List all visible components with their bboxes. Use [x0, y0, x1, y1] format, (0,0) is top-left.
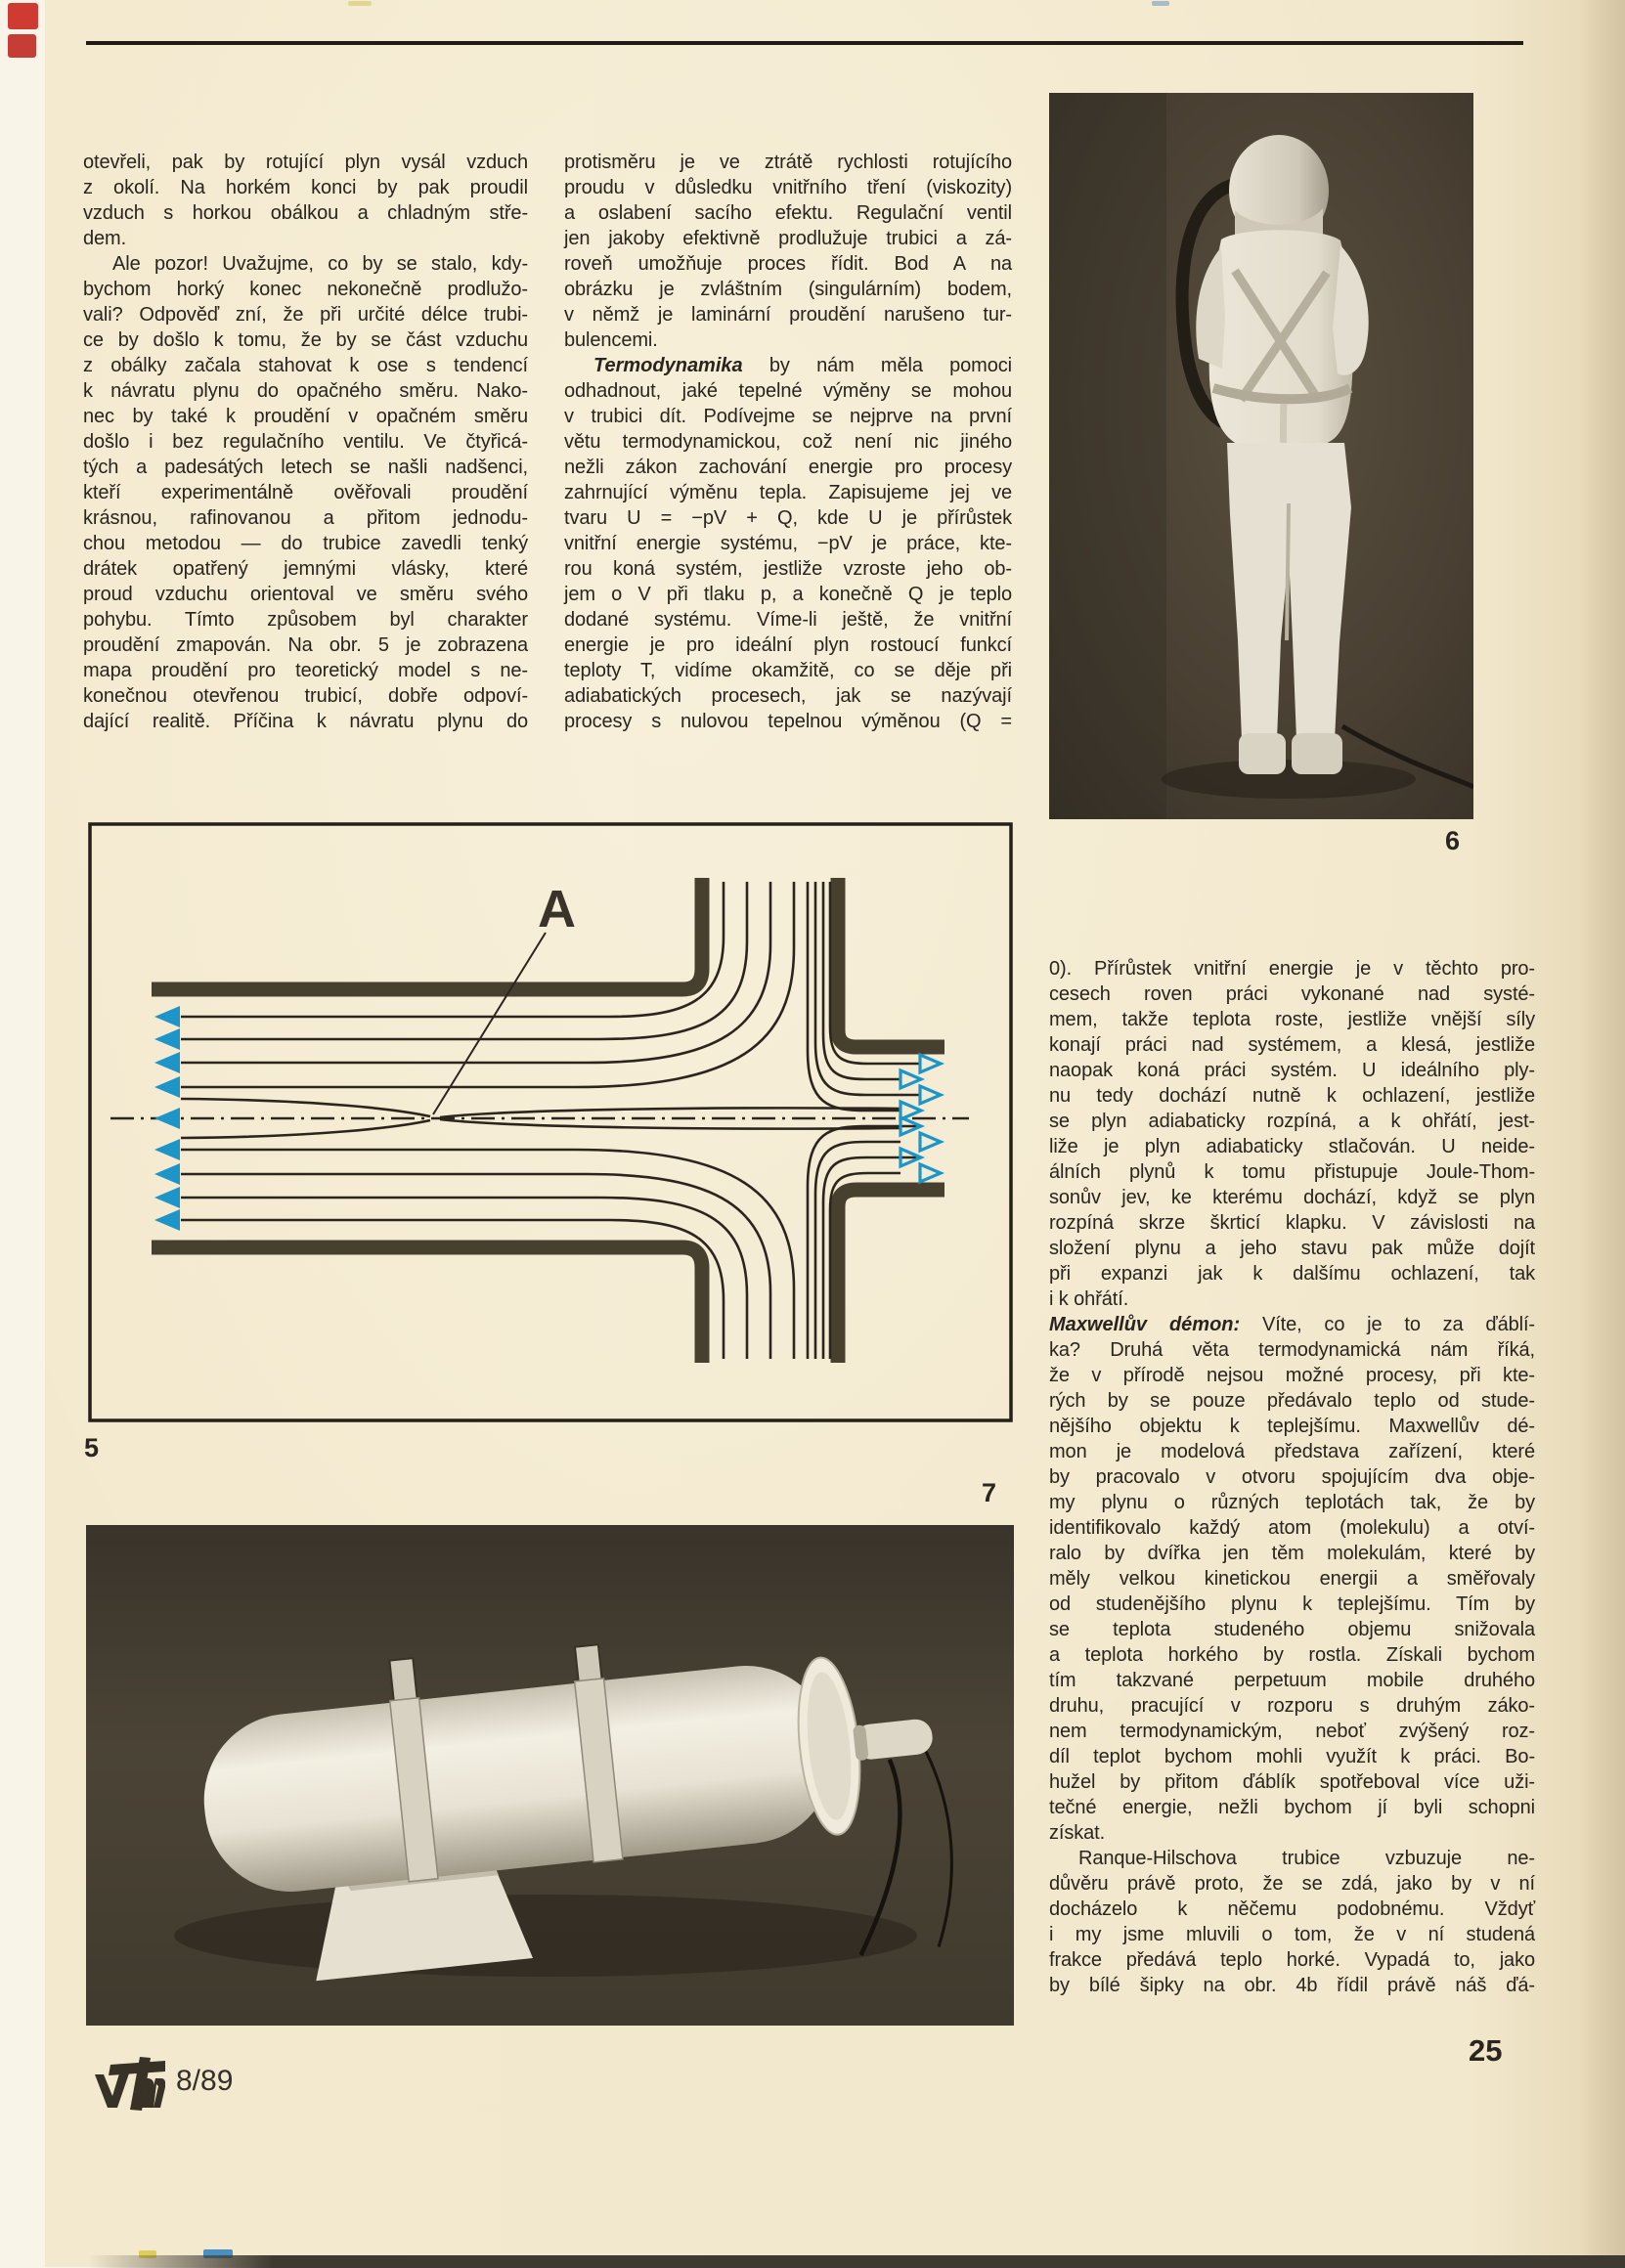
text-line: získat. — [1049, 1822, 1106, 1844]
text-line: liže je plyn adiabaticky stlačován. U neide- — [1049, 1136, 1535, 1157]
text-line: zahrnující výměnu tepla. Zapisujeme jej ve — [564, 482, 1012, 503]
text-line: větu termodynamickou, což není nic jiného — [564, 431, 1012, 453]
text-line: vali? Odpověď zní, že při určité délce trubi- — [83, 304, 528, 326]
text-line: pohybu. Tímto způsobem byl charakter — [83, 609, 528, 631]
text-line: protisměru je ve ztrátě rychlosti rotujícího — [564, 152, 1012, 173]
caption-figure-6: 6 — [1445, 826, 1461, 855]
text-line: cesech roven práci vykonané nad systé- — [1049, 983, 1535, 1005]
text-line: álních plynů k tomu přistupuje Joule-Thom- — [1049, 1161, 1535, 1183]
text-line: ce by došlo k tomu, že by se část vzduchu — [83, 329, 528, 351]
text-line: rozpíná skrze škrticí klapku. V závislosti na — [1049, 1212, 1535, 1234]
scan-speck-top-yellow — [348, 1, 372, 6]
text-line: proudu v důsledku vnitřního tření (viskozity) — [564, 177, 1012, 198]
text-line: v trubici dít. Podívejme se nejprve na první — [564, 406, 1012, 427]
text-line: obrázku je zvláštním (singulárním) bodem, — [564, 279, 1012, 300]
tube-wall-bottom-left — [152, 1247, 702, 1363]
person-boot-right — [1292, 733, 1342, 774]
photo-6-protective-suit — [1049, 93, 1473, 819]
column-1 — [83, 150, 528, 734]
text-line: v němž je laminární proudění narušeno tur- — [564, 304, 1012, 326]
text-line: dodané systému. Víme-li ještě, že vnitřní — [564, 609, 1012, 631]
text-line: ralo by dvířka jen těm molekulám, které by — [1049, 1543, 1535, 1564]
text-line: jen jakoby efektivně prodlužuje trubici a zá- — [564, 228, 1012, 249]
text-line: z okolí. Na horkém konci by pak proudil — [83, 177, 528, 198]
page-curl-shadow — [1580, 0, 1625, 2267]
tube-wall-bottom-right — [838, 1190, 944, 1363]
text-line: Ale pozor! Uvažujme, co by se stalo, kdy- — [112, 253, 528, 275]
registration-mark-red-1 — [8, 3, 38, 29]
top-rule — [86, 41, 1523, 45]
text-line: vnitřní energie systému, −pV je práce, kte- — [564, 533, 1012, 554]
text-line: by bílé šipky na obr. 4b řídil právě náš ďá- — [1049, 1975, 1535, 1996]
tube-walls — [152, 878, 944, 1363]
photo-6-art — [1049, 93, 1473, 819]
photo-7-art — [86, 1525, 1014, 2026]
text-line: energie je pro ideální plyn rostoucí funkcí — [564, 634, 1012, 656]
column-3 — [1049, 956, 1535, 1998]
text-line: jem o V při tlaku p, a konečně Q je teplo — [564, 584, 1012, 605]
point-a-label: A — [538, 880, 576, 938]
text-line: od studenějšího plynu k teplejšímu. Tím by — [1049, 1593, 1535, 1615]
caption-figure-5: 5 — [84, 1433, 100, 1462]
text-line: mon je modelová představa zařízení, které — [1049, 1441, 1535, 1462]
inflow-left-arrowheads — [154, 1006, 180, 1231]
text-line: tím takzvané perpetuum mobile druhého — [1049, 1670, 1535, 1691]
text-line: a oslabení sacího efektu. Regulační ventil — [564, 202, 1012, 224]
text-line: proud vzduchu orientoval ve směru svého — [83, 584, 528, 605]
text-line: důvěru právě proto, že se zdá, jako by v ní — [1049, 1873, 1535, 1895]
text-line: nějšího objektu k teplejšímu. Maxwellův dé- — [1049, 1416, 1535, 1437]
text-line: sonův jev, ke kterému dochází, když se plyn — [1049, 1187, 1535, 1208]
text-line: docházelo k něčemu podobnému. Vždyť — [1049, 1898, 1535, 1920]
text-line: roveň umožňuje proces řídit. Bod A na — [564, 253, 1012, 275]
text-line: kteří experimentálně ověřovali proudění — [83, 482, 528, 503]
caption-figure-7: 7 — [982, 1478, 997, 1507]
text-line: identifikovalo každý atom (molekulu) a otví- — [1049, 1517, 1535, 1539]
text-line: bulencemi. — [564, 329, 658, 351]
column-2 — [564, 150, 1012, 734]
text-line: došlo i bez regulačního ventilu. Ve čtyřicá- — [83, 431, 528, 453]
text-line: z obálky začala stahovat k ose s tendencí — [83, 355, 528, 376]
text-line: 0). Přírůstek vnitřní energie je v těchto pro- — [1049, 958, 1535, 980]
text-line: druhu, pracující v rozporu s druhým záko- — [1049, 1695, 1535, 1717]
person-shadow — [1162, 760, 1416, 799]
photo-7-vortex-tube — [86, 1525, 1014, 2026]
text-line: procesy s nulovou tepelnou výměnou (Q = — [564, 711, 1012, 732]
text-line: dem. — [83, 228, 127, 249]
text-line: Termodynamika by nám měla pomoci — [593, 355, 1012, 376]
device-shadow — [174, 1895, 917, 1977]
streamlines — [181, 882, 920, 1359]
text-line: nu tedy dochází nutně k ochlazení, jestliže — [1049, 1085, 1535, 1107]
scan-speck-top-blue — [1152, 1, 1169, 6]
text-line: mapa proudění pro teoretický model s ne- — [83, 660, 528, 681]
text-line: odhadnout, jaké tepelné výměny se mohou — [564, 380, 1012, 402]
text-line: nem termodynamickým, neboť zvýšený roz- — [1049, 1721, 1535, 1742]
text-line: díl teplot bychom mohli využít k práci. Bo- — [1049, 1746, 1535, 1767]
text-line: Maxwellův démon: Víte, co je to za ďáblí- — [1049, 1314, 1535, 1335]
text-line: dající realitě. Příčina k návratu plynu do — [83, 711, 528, 732]
text-line: tvaru U = −pV + Q, kde U je přírůstek — [564, 507, 1012, 529]
registration-mark-red-2 — [8, 34, 36, 58]
text-line: a teplota horkého by rostla. Získali bychom — [1049, 1644, 1535, 1666]
vtm-logo — [93, 2049, 165, 2112]
text-line: drátek opatřený jemnými vlásky, které — [83, 558, 528, 580]
text-line: naopak koná práci systém. U ideálního ply- — [1049, 1060, 1535, 1081]
text-line: my plynu o různých teplotách tak, že by — [1049, 1492, 1535, 1513]
text-line: se plyn adiabaticky rozpíná, a k ohřátí, jest- — [1049, 1111, 1535, 1132]
tube-wall-top-right — [838, 878, 944, 1047]
text-line: frakce předává teplo horké. Vypadá to, jako — [1049, 1949, 1535, 1971]
text-line: složení plynu a jeho stavu pak může dojít — [1049, 1238, 1535, 1259]
text-line: i my jsme mluvili o tom, že v ní studená — [1049, 1924, 1535, 1945]
text-line: hužel by přitom ďáblík spotřeboval více uži- — [1049, 1771, 1535, 1793]
text-line: k návratu plynu do opačného směru. Nako- — [83, 380, 528, 402]
photo-6-left-shadow — [1049, 93, 1166, 819]
text-line: Ranque-Hilschova trubice vzbuzuje ne- — [1078, 1848, 1535, 1869]
logo-bar — [109, 2061, 165, 2075]
page-number: 25 — [1469, 2033, 1503, 2068]
text-line: konečnou otevřenou trubicí, dobře odpoví- — [83, 685, 528, 707]
text-line: mem, takže teplota roste, jestliže vnější síly — [1049, 1009, 1535, 1030]
tube-wall-top-left — [152, 878, 702, 989]
text-line: chou metodou — do trubice zavedli tenký — [83, 533, 528, 554]
leg-seam — [1287, 503, 1289, 640]
text-line: nežli zákon zachování energie pro procesy — [564, 457, 1012, 478]
text-line: že v přírodě nejsou možné procesy, při kte- — [1049, 1365, 1535, 1386]
text-line: rou koná systém, jestliže vzroste jeho ob- — [564, 558, 1012, 580]
figure-5-flow-diagram — [86, 819, 1014, 1425]
text-line: otevřeli, pak by rotující plyn vysál vzduch — [83, 152, 528, 173]
text-line: se teplota studeného objemu snižovala — [1049, 1619, 1535, 1640]
text-line: nec by také k proudění v opačném směru — [83, 406, 528, 427]
text-line: proudění zmapován. Na obr. 5 je zobrazena — [83, 634, 528, 656]
text-line: tečné energie, nežli bychom jí byli schopni — [1049, 1797, 1535, 1818]
text-line: konají práci nad systémem, a klesá, jestliže — [1049, 1034, 1535, 1056]
text-line: krásnou, rafinovanou a přitom jednodu- — [83, 507, 528, 529]
text-line: i k ohřátí. — [1049, 1288, 1129, 1310]
text-line: adiabatických procesech, jak se nazývají — [564, 685, 1012, 707]
bottom-edge-strip — [88, 2255, 1625, 2268]
text-line: teploty T, vidíme okamžitě, co se děje při — [564, 660, 1012, 681]
text-line: bychom horký konec nekonečně prodlužo- — [83, 279, 528, 300]
text-line: při expanzi jak k dalšímu ochlazení, tak — [1049, 1263, 1535, 1285]
text-line: ka? Druhá věta termodynamická nám říká, — [1049, 1339, 1535, 1361]
text-line: by pracovalo v otvoru spojujícím dva obje- — [1049, 1466, 1535, 1488]
person-boot-left — [1239, 733, 1286, 774]
text-line: měly velkou kinetickou energii a směřovaly — [1049, 1568, 1535, 1590]
issue-number: 8/89 — [176, 2065, 234, 2097]
text-line: vzduch s horkou obálkou a chladným stře- — [83, 202, 528, 224]
logo-letter-v — [95, 2071, 130, 2108]
text-line: tých a padesátých letech se našli nadšenci, — [83, 457, 528, 478]
text-line: rých by se pouze předávalo teplo od stude- — [1049, 1390, 1535, 1412]
